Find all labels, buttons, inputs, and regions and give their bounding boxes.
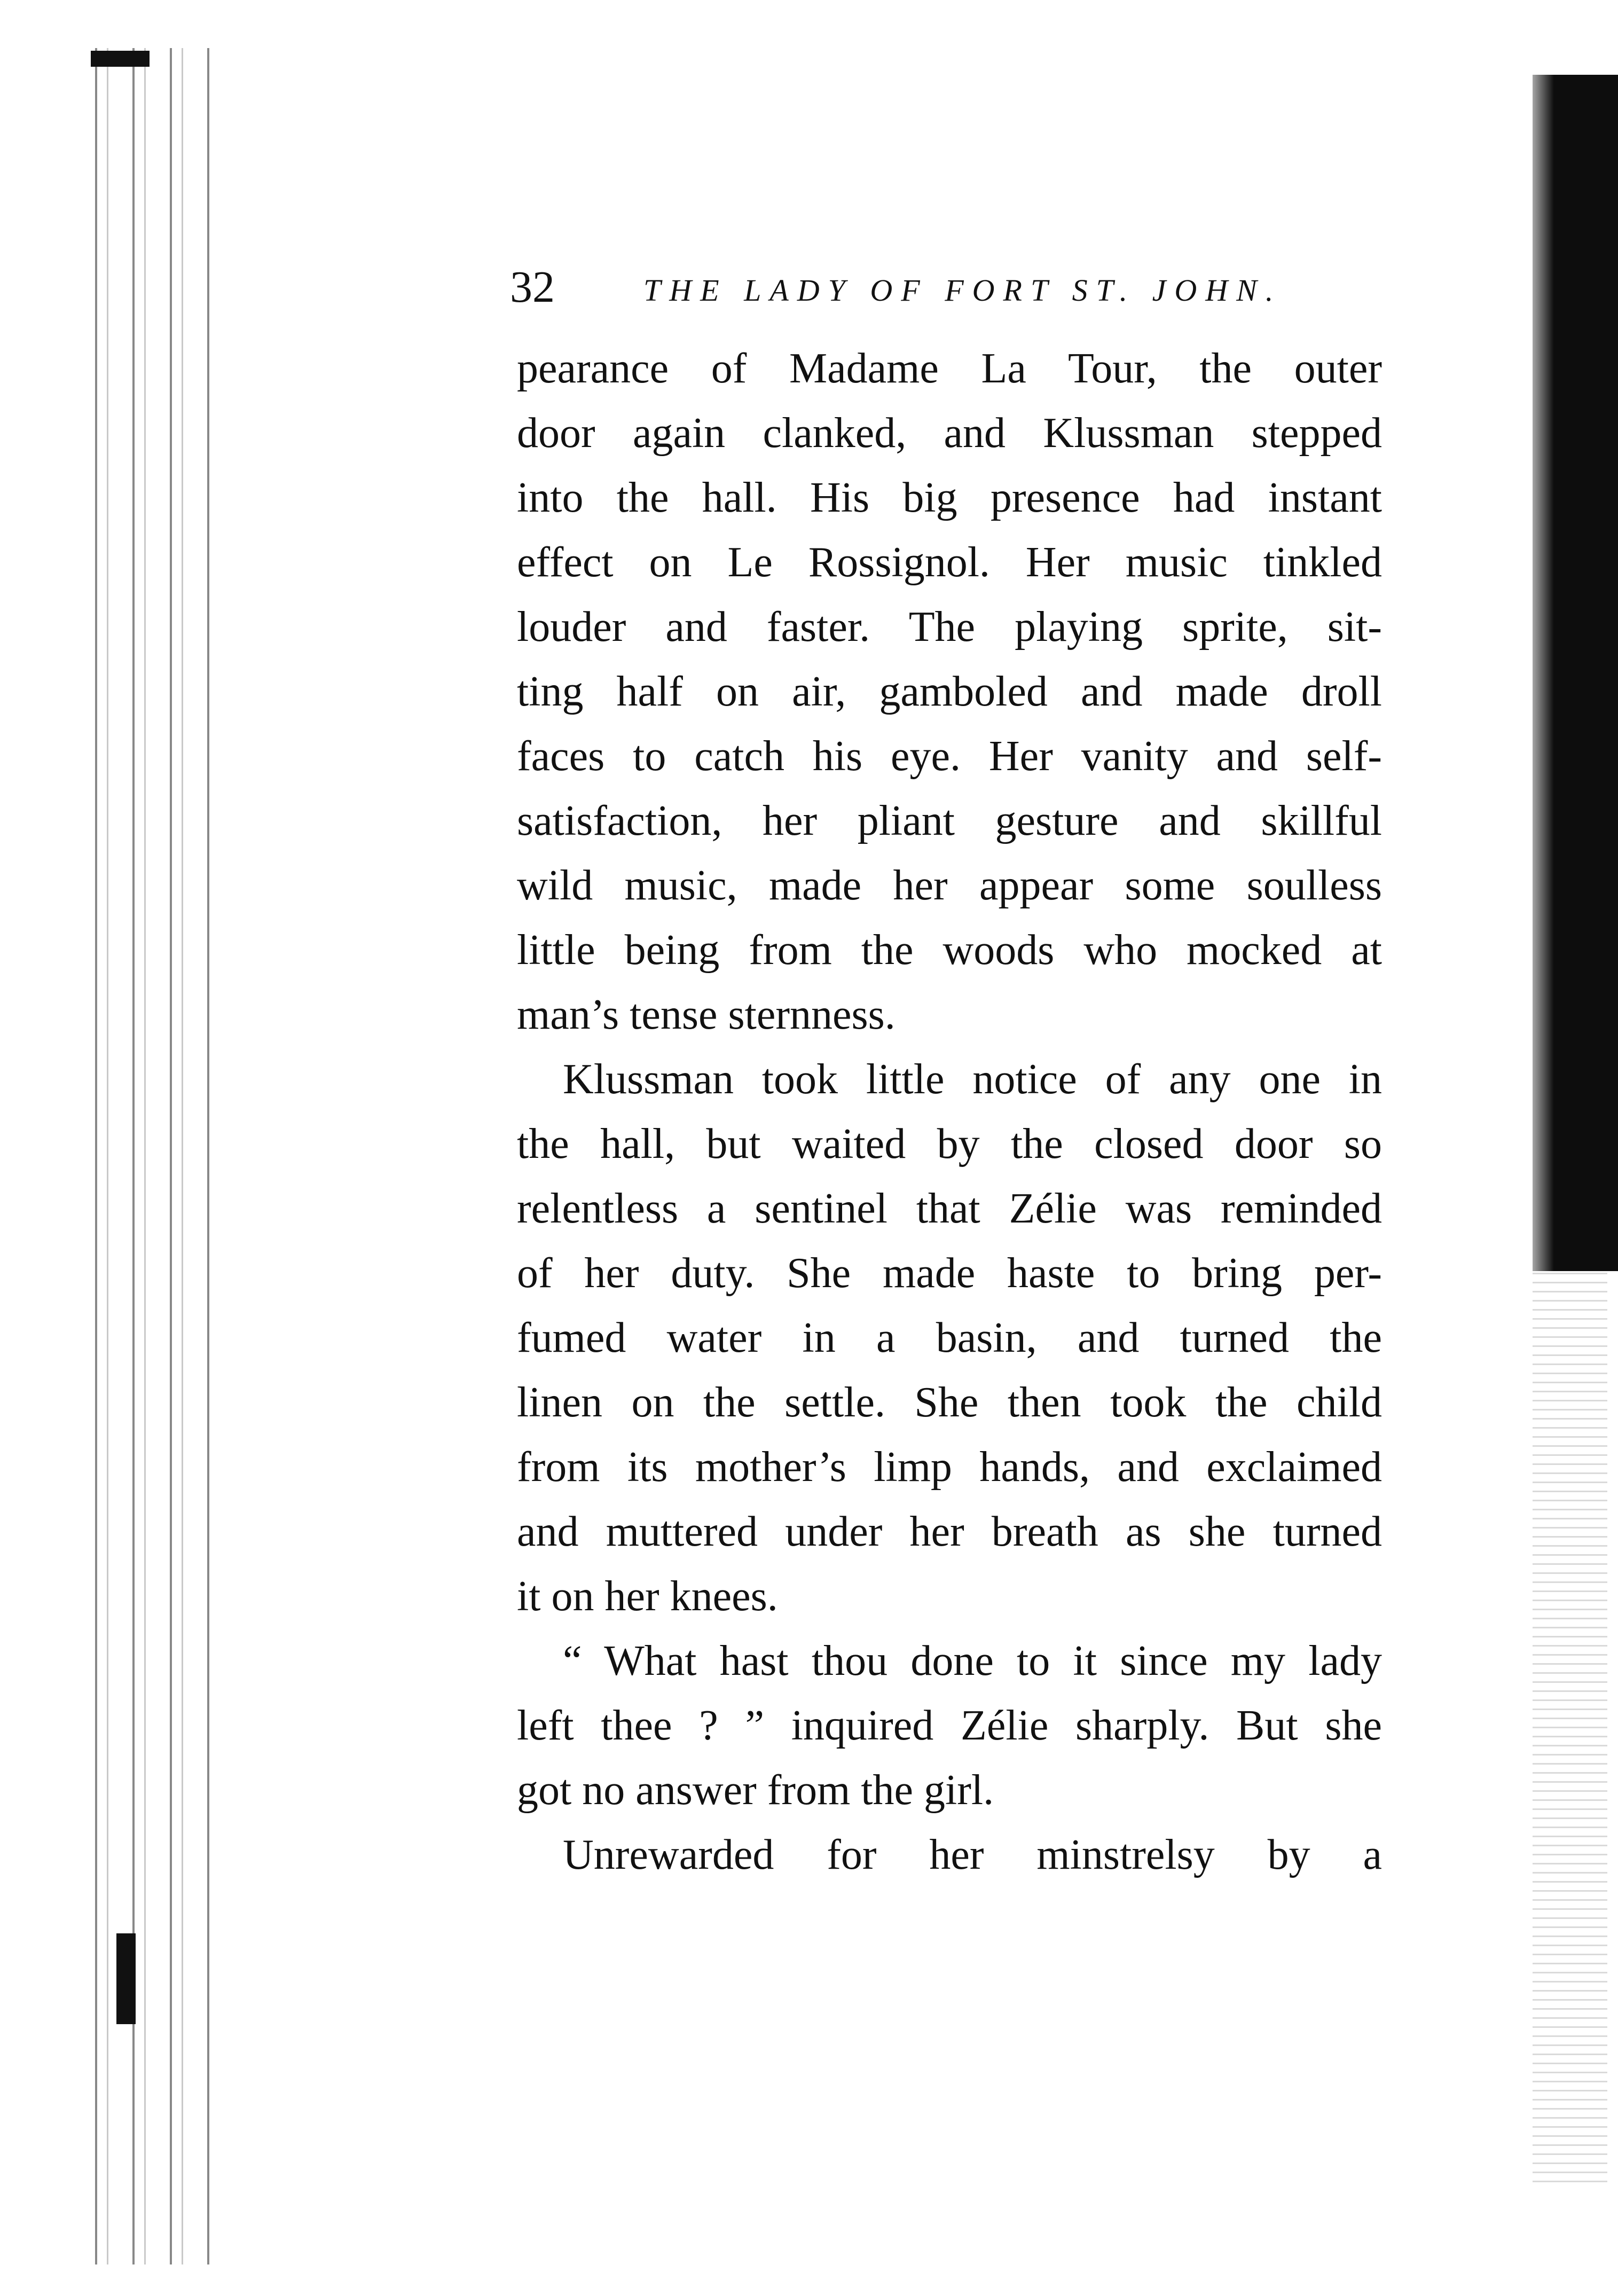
scan-edge-shadow — [1533, 75, 1618, 1271]
text-line: pearance of Madame La Tour, the outer — [517, 345, 1382, 392]
scan-edge-speckle — [1533, 1271, 1607, 2190]
text-line: into the hall. His big presence had instant — [517, 474, 1382, 521]
text-line: effect on Le Rossignol. Her music tinkled — [517, 539, 1382, 586]
text-line: Unrewarded for her minstrelsy by a — [563, 1831, 1382, 1878]
page-number: 32 — [510, 262, 555, 312]
text-line: left thee ? ” inquired Zélie sharply. But she — [517, 1702, 1382, 1749]
text-line: of her duty. She made haste to bring per- — [517, 1250, 1382, 1297]
text-line: got no answer from the girl. — [517, 1767, 994, 1814]
text-line: ting half on air, gamboled and made droll — [517, 668, 1382, 715]
text-line: man’s tense sternness. — [517, 991, 896, 1038]
page-header — [510, 261, 1282, 319]
text-line: fumed water in a basin, and turned the — [517, 1314, 1382, 1361]
text-line: linen on the settle. She then took the child — [517, 1379, 1382, 1426]
text-line: from its mother’s limp hands, and exclaimed — [517, 1444, 1382, 1491]
text-line: and muttered under her breath as she turned — [517, 1508, 1382, 1555]
text-line: faces to catch his eye. Her vanity and self- — [517, 733, 1382, 780]
text-line: louder and faster. The playing sprite, sit- — [517, 604, 1382, 651]
text-line: little being from the woods who mocked at — [517, 927, 1382, 974]
scan-binding-shadow — [85, 48, 219, 2264]
text-line: relentless a sentinel that Zélie was reminded — [517, 1185, 1382, 1232]
text-line: Klussman took little notice of any one in — [563, 1056, 1382, 1103]
scan-binding-mark-bottom — [116, 1933, 136, 2024]
text-line: wild music, made her appear some soulless — [517, 862, 1382, 909]
running-title: THE LADY OF FORT ST. JOHN. — [643, 273, 1282, 308]
body-text — [517, 336, 1382, 1887]
text-line: “ What hast thou done to it since my lady — [563, 1637, 1382, 1684]
scan-binding-mark-top — [91, 51, 150, 67]
text-line: satisfaction, her pliant gesture and skillful — [517, 797, 1382, 844]
text-line: the hall, but waited by the closed door so — [517, 1120, 1382, 1167]
text-line: door again clanked, and Klussman stepped — [517, 410, 1382, 457]
text-line: it on her knees. — [517, 1573, 778, 1620]
